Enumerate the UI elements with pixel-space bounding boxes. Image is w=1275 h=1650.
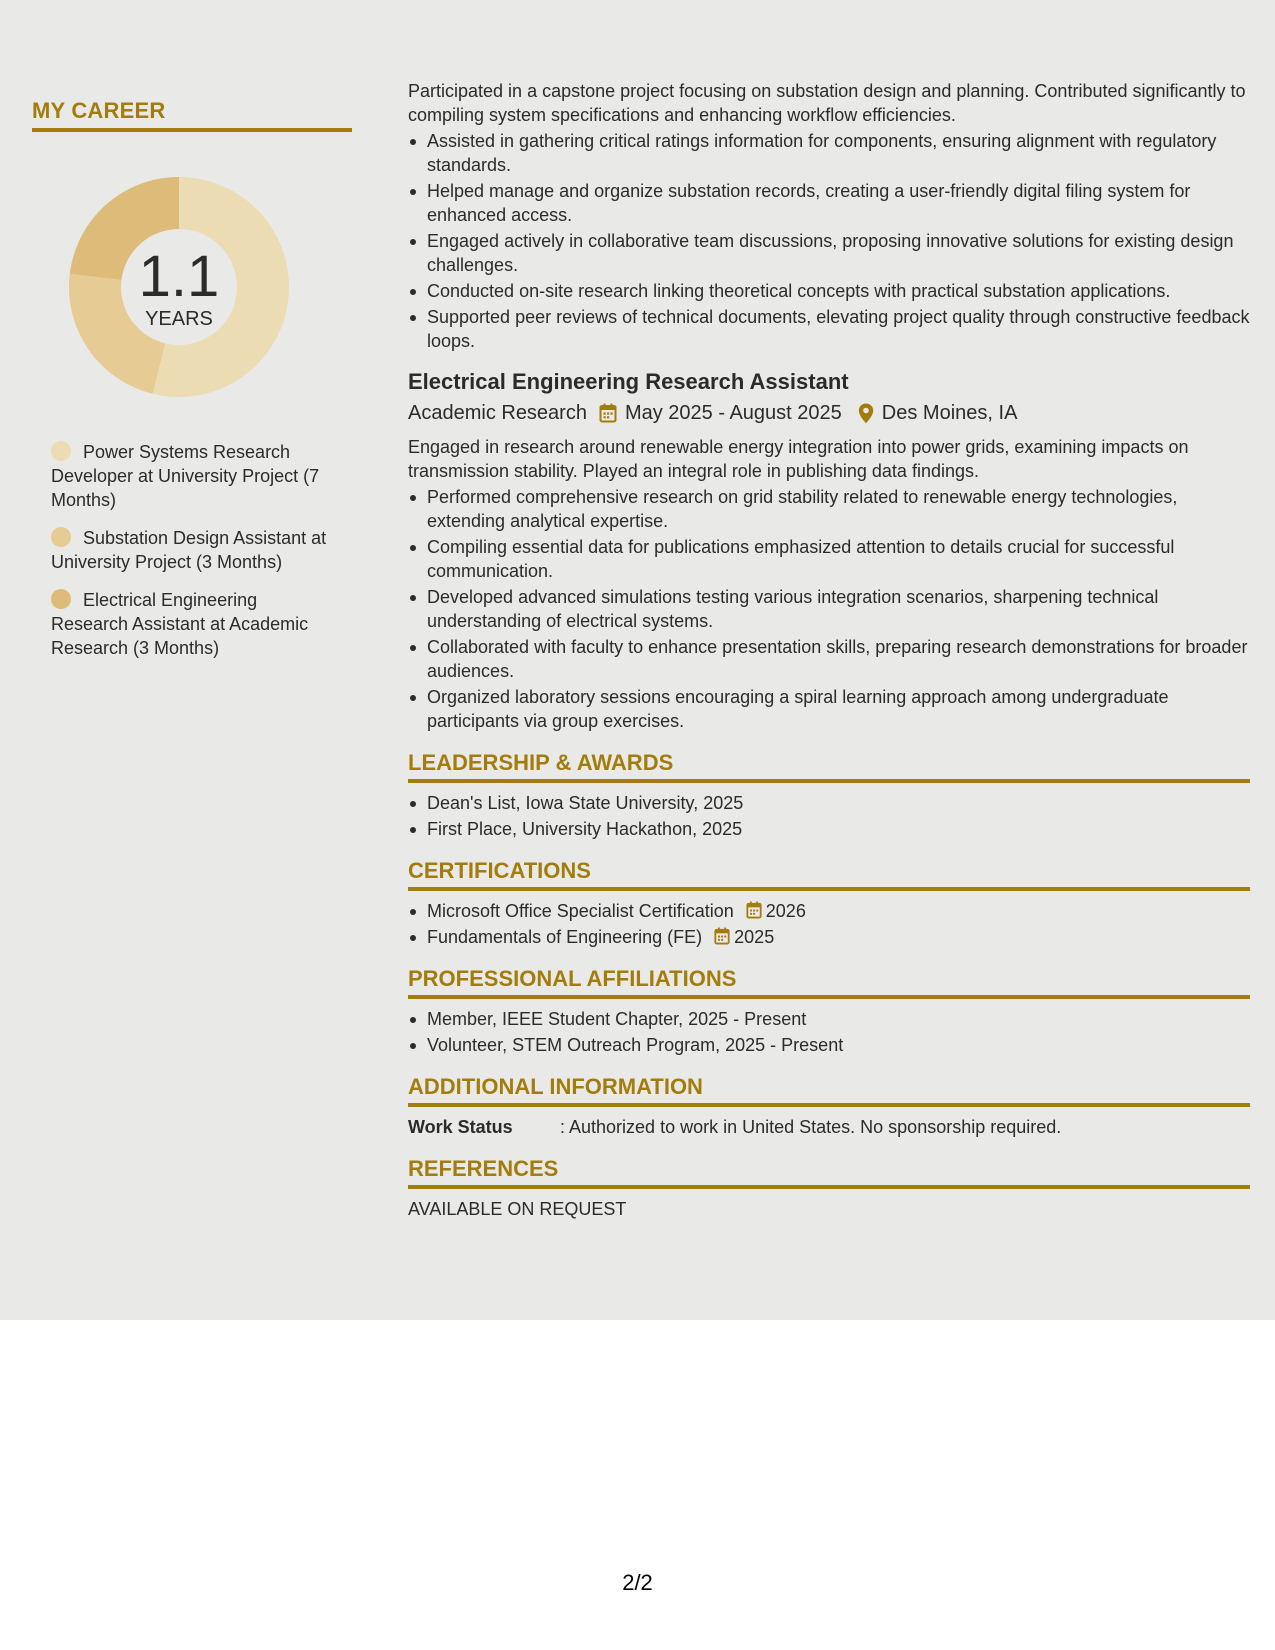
bullet-item: Organized laboratory sessions encouraging a spiral learning approach among undergraduate participants via group exercises. [408,685,1250,733]
certifications-list [408,899,1250,949]
section-rule [408,779,1250,783]
additional-info-title: ADDITIONAL INFORMATION [408,1074,703,1099]
awards-section [408,749,1250,841]
legend-dot [51,589,71,609]
legend-item [51,440,331,512]
bullet-item: Developed advanced simulations testing various integration scenarios, sharpening technical understanding of electrical systems. [408,585,1250,633]
affiliations-list [408,1007,1250,1057]
certifications-section [408,857,1250,949]
bullet-item: Conducted on-site research linking theoretical concepts with practical substation applications. [408,279,1250,303]
job-dates: May 2025 - August 2025 [624,402,842,424]
certification-item [408,899,1250,923]
career-title-rule [32,128,352,132]
job-title: Electrical Engineering Research Assistant [408,369,849,394]
bullet-item: Assisted in gathering critical ratings information for components, ensuring alignment with regulatory standards. [408,129,1250,177]
job-company: Academic Research [408,402,587,424]
affiliations-section [408,965,1250,1057]
legend-item [51,588,331,660]
section-rule [408,995,1250,999]
work-status-value: : Authorized to work in United States. No sponsorship required. [560,1117,1062,1137]
bullet-item: Engaged actively in collaborative team discussions, proposing innovative solutions for existing design challenges. [408,229,1250,277]
location-pin-icon [858,403,874,424]
job-meta [408,399,1250,427]
certifications-title: CERTIFICATIONS [408,858,591,883]
certification-year: 2025 [734,927,775,947]
work-status-row [408,1115,1250,1139]
bullet-item: Performed comprehensive research on grid stability related to renewable energy technologies, extending analytical expertise. [408,485,1250,533]
calendar-icon [714,927,730,945]
bullet-item: Collaborated with faculty to enhance presentation skills, preparing research demonstrations for broader audiences. [408,635,1250,683]
job-bullets [408,485,1250,733]
award-item: Dean's List, Iowa State University, 2025 [408,791,1250,815]
legend-dot [51,527,71,547]
page-number: 2/2 [622,1570,653,1595]
awards-title: LEADERSHIP & AWARDS [408,750,674,775]
legend-label: Power Systems Research Developer at University Project (7 Months) [51,442,320,510]
career-years-unit: YEARS [145,307,213,330]
references-section [408,1155,1250,1221]
career-sidebar [32,98,352,674]
bullet-item: Compiling essential data for publications emphasized attention to details crucial for successful communication. [408,535,1250,583]
certification-name: Microsoft Office Specialist Certification [427,901,734,921]
awards-list [408,791,1250,841]
certification-name: Fundamentals of Engineering (FE) [427,927,703,947]
calendar-icon [599,403,617,423]
job-description: Engaged in research around renewable energy integration into power grids, examining impacts on transmission stability. Played an integral role in publishing data findings. [408,437,1189,481]
award-item: First Place, University Hackathon, 2025 [408,817,1250,841]
section-rule [408,1185,1250,1189]
section-rule [408,887,1250,891]
affiliation-item: Volunteer, STEM Outreach Program, 2025 - Present [408,1033,1250,1057]
career-donut-chart [64,172,294,402]
certification-item [408,925,1250,949]
prev-job-description: Participated in a capstone project focusing on substation design and planning. Contributed significantly to compiling system specifications and enhancing workflow efficiencies. [408,81,1246,125]
section-rule [408,1103,1250,1107]
bullet-item: Supported peer reviews of technical documents, elevating project quality through constructive feedback loops. [408,305,1250,353]
legend-dot [51,441,71,461]
additional-info-section [408,1073,1250,1139]
career-total-years: 1.1 [138,243,220,309]
affiliations-title: PROFESSIONAL AFFILIATIONS [408,966,737,991]
legend-label: Substation Design Assistant at University Project (3 Months) [51,528,327,572]
donut-center [64,172,294,402]
prev-job-bullets [408,129,1250,353]
job-location: Des Moines, IA [881,402,1018,424]
main-content [408,79,1250,1221]
work-status-label: Work Status [408,1117,513,1137]
bullet-item: Helped manage and organize substation records, creating a user-friendly digital filing system for enhanced access. [408,179,1250,227]
affiliation-item: Member, IEEE Student Chapter, 2025 - Present [408,1007,1250,1031]
legend-item [51,526,331,574]
legend-label: Electrical Engineering Research Assistant at Academic Research (3 Months) [51,590,309,658]
certification-year: 2026 [765,901,806,921]
career-title: MY CAREER [32,98,166,123]
references-text: AVAILABLE ON REQUEST [408,1199,627,1219]
references-title: REFERENCES [408,1156,559,1181]
career-legend [51,440,331,660]
calendar-icon [746,901,762,919]
